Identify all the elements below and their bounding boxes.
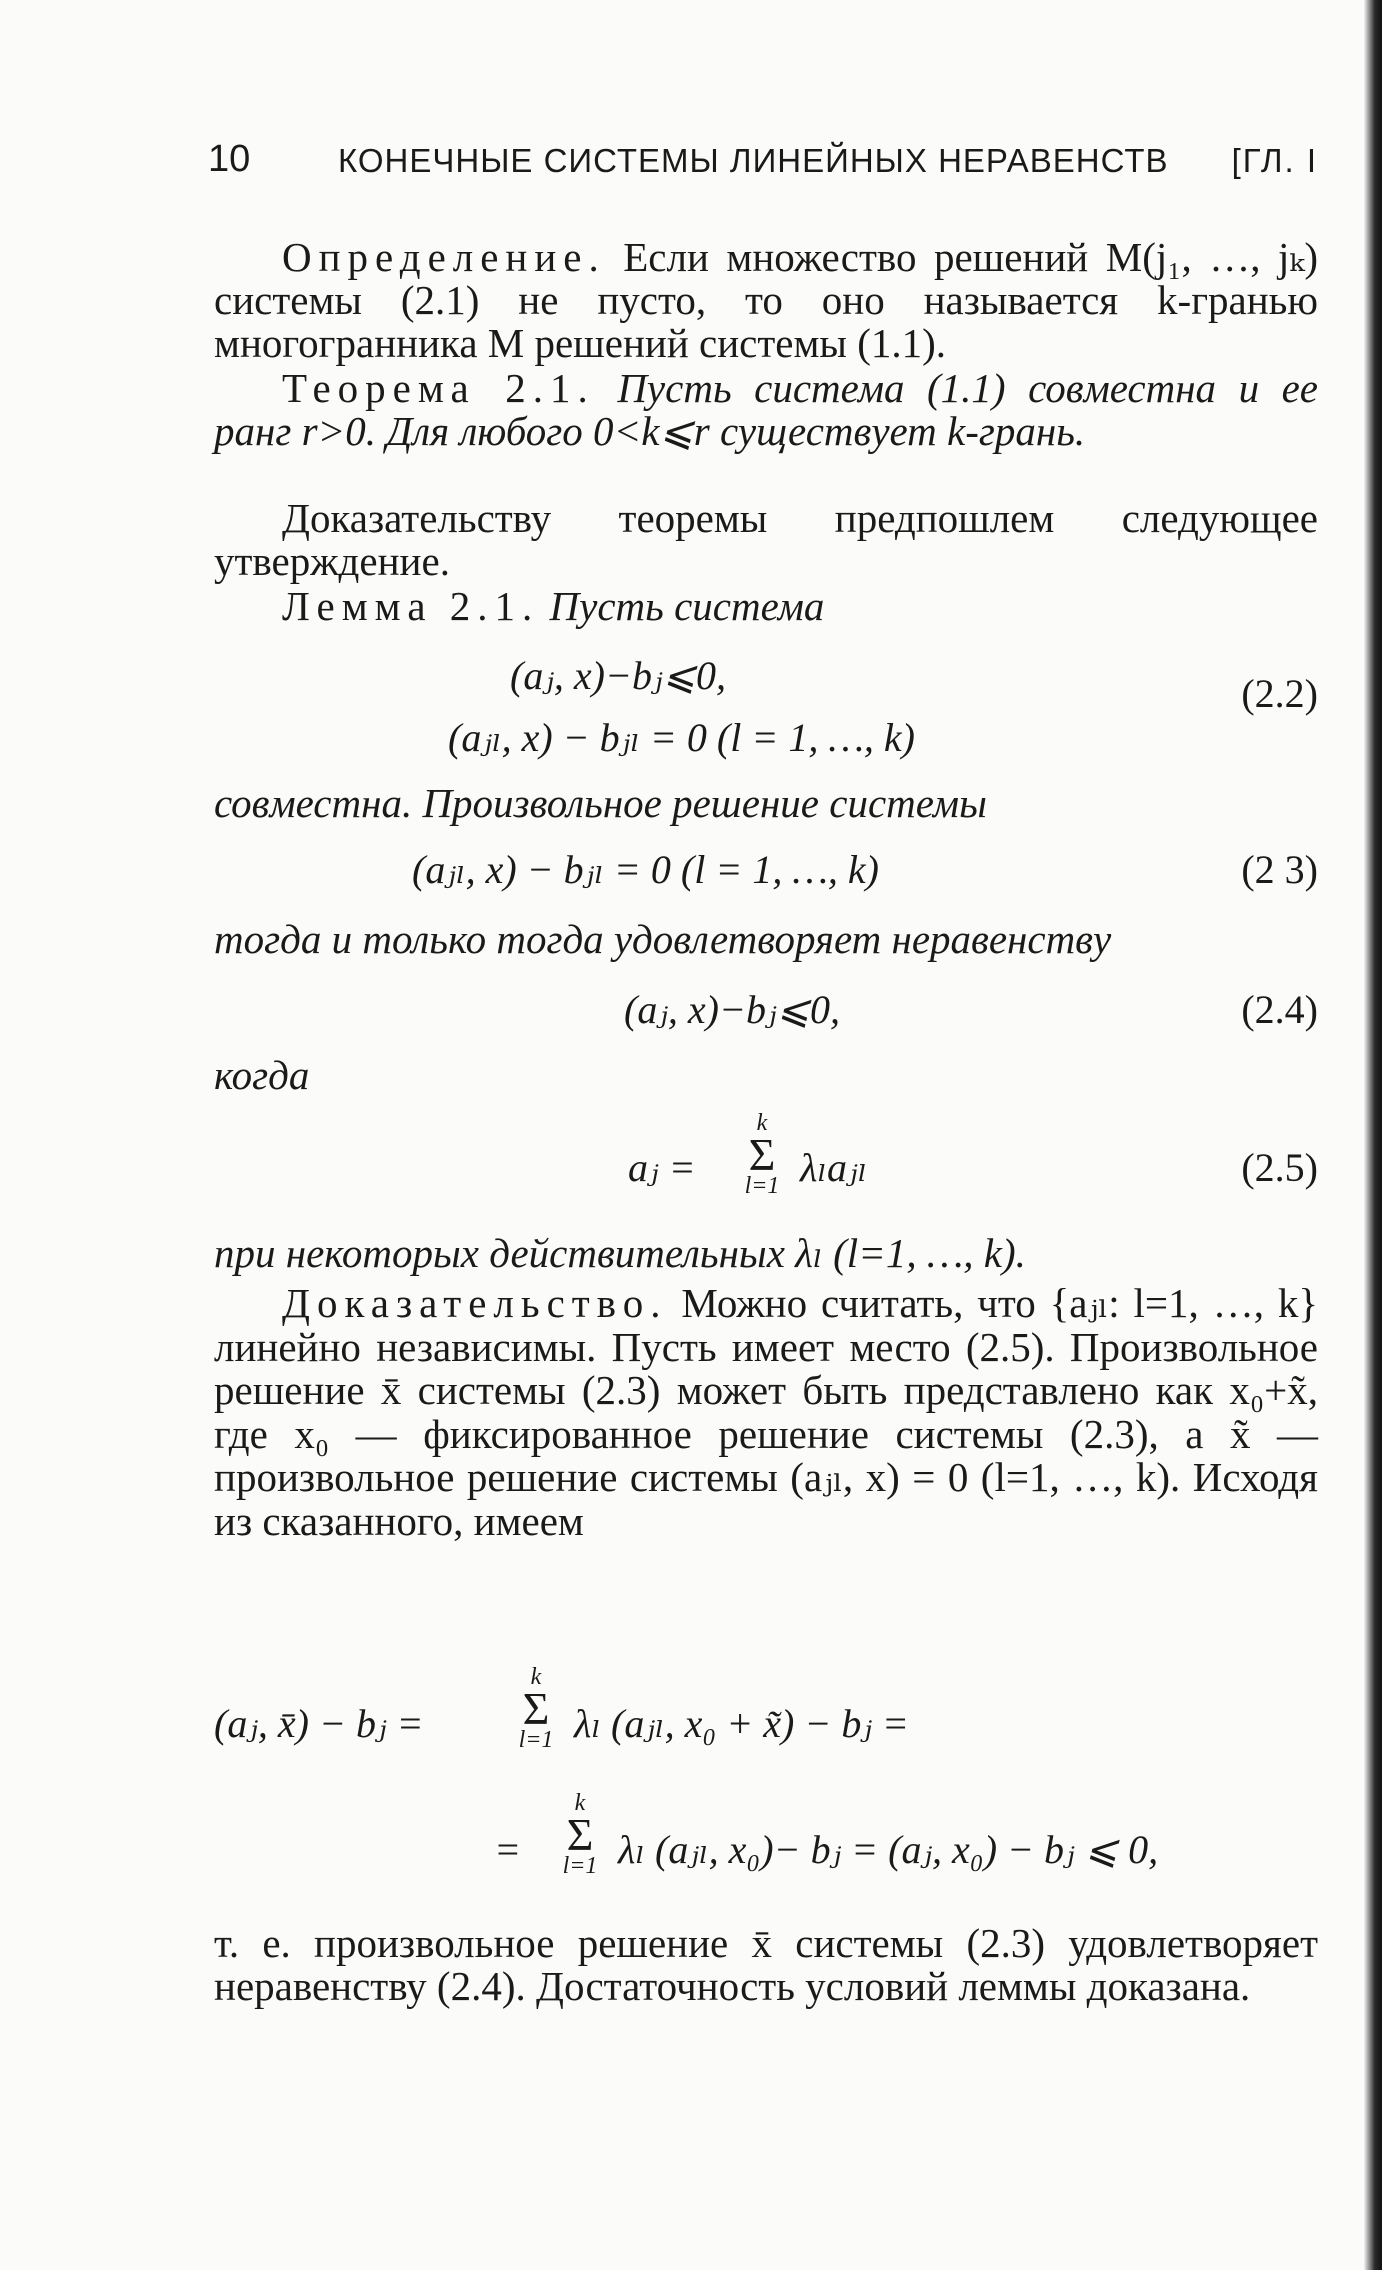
equation-2-5-summation (732, 1110, 792, 1200)
proof-equation-line-1-rhs: λₗ (aⱼₗ, x₀ + x̃) − bⱼ = (574, 1701, 909, 1746)
lemma-label: Лемма 2.1. (282, 583, 540, 629)
equation-2-2-line-2: (aⱼₗ, x) − bⱼₗ = 0 (l = 1, …, k) (448, 715, 915, 760)
theorem-label: Теорема 2.1. (282, 365, 595, 411)
sum-upper-limit: k (574, 1790, 586, 1816)
pre-lemma-text: Доказательству теоремы предпошлем следующее утверждение. (214, 495, 1318, 584)
lemma-after-2-3: тогда и только тогда удовлетворяет неравенству (214, 916, 1112, 962)
running-title: КОНЕЧНЫЕ СИСТЕМЫ ЛИНЕЙНЫХ НЕРАВЕНСТВ (338, 142, 1169, 179)
equation-2-4: (aⱼ, x)−bⱼ⩽0, (624, 987, 841, 1032)
sum-sign: Σ (566, 1809, 594, 1860)
pre-lemma-paragraph (214, 497, 1318, 583)
sum-upper-limit: k (530, 1664, 542, 1690)
page-edge-shadow (1364, 0, 1382, 2270)
lemma-intro: Пусть система (549, 583, 825, 629)
sum-upper-limit: k (756, 1110, 768, 1136)
lemma-paragraph (214, 585, 1318, 628)
proof-conclusion: т. е. произвольное решение x̄ системы (2.3) удовлетворяет неравенству (2.4). Достаточность условий леммы доказана. (214, 1920, 1318, 2009)
equation-2-5-rhs: λₗaⱼₗ (800, 1145, 868, 1190)
lemma-when: когда (214, 1052, 310, 1098)
equation-2-3: (aⱼₗ, x) − bⱼₗ = 0 (l = 1, …, k) (412, 847, 879, 892)
definition-label: Определение. (282, 234, 606, 280)
running-header (208, 132, 1318, 192)
sum-lower-limit: l=1 (562, 1853, 598, 1879)
equation-number-2-3: (2 3) (1241, 847, 1318, 892)
definition-paragraph (214, 236, 1318, 365)
equation-number-2-4: (2.4) (1241, 987, 1318, 1032)
proof-label: Доказательство. (282, 1280, 668, 1326)
proof-equation-line-1-lhs: (aⱼ, x̄) − bⱼ = (214, 1701, 424, 1746)
sum-sign: Σ (522, 1683, 550, 1734)
sum-lower-limit: l=1 (744, 1173, 780, 1199)
theorem-paragraph (214, 367, 1318, 453)
definition-text: Если множество решений M(j₁, …, jₖ) системы (2.1) не пусто, то оно называется k-гранью многогранника M решений системы (1.1). (214, 234, 1319, 366)
equation-2-5-lhs: aⱼ = (628, 1145, 696, 1190)
proof-equation-line-2-rhs: λₗ (aⱼₗ, x₀)− bⱼ = (aⱼ, x₀) − bⱼ ⩽ 0, (618, 1827, 1159, 1872)
chapter-marker: [ГЛ. I (1231, 142, 1318, 179)
lemma-after-2-2: совместна. Произвольное решение системы (214, 780, 987, 826)
equation-2-2-line-1: (aⱼ, x)−bⱼ⩽0, (510, 653, 727, 698)
lemma-after-2-5: при некоторых действительных λₗ (l=1, …, k). (214, 1230, 1026, 1276)
sum-lower-limit: l=1 (518, 1727, 554, 1753)
page-number: 10 (208, 138, 251, 180)
sum-sign: Σ (748, 1129, 776, 1180)
proof-equation-line-2-summation (550, 1790, 610, 1880)
proof-text: Можно считать, что {aⱼₗ: l=1, …, k} линейно независимы. Пусть имеет место (2.5). Произвольное решение x̄ системы (2.3) может быть представлено как x₀+x̃, где x₀ — фиксированное решение системы (2.3), а x̃ — произвольное решение системы (aⱼₗ, x) = 0 (l=1, …, k). Исходя из сказанного, имеем (214, 1280, 1319, 1544)
proof-equation-line-1-summation (506, 1664, 566, 1754)
theorem-text: Пусть система (1.1) совместна и ее ранг r>0. Для любого 0<k⩽r существует k-грань. (214, 365, 1319, 454)
equation-number-2-5: (2.5) (1241, 1145, 1318, 1190)
proof-paragraph (214, 1282, 1318, 1543)
proof-equation-line-2-lhs: = (494, 1827, 521, 1872)
equation-number-2-2: (2.2) (1241, 671, 1318, 716)
